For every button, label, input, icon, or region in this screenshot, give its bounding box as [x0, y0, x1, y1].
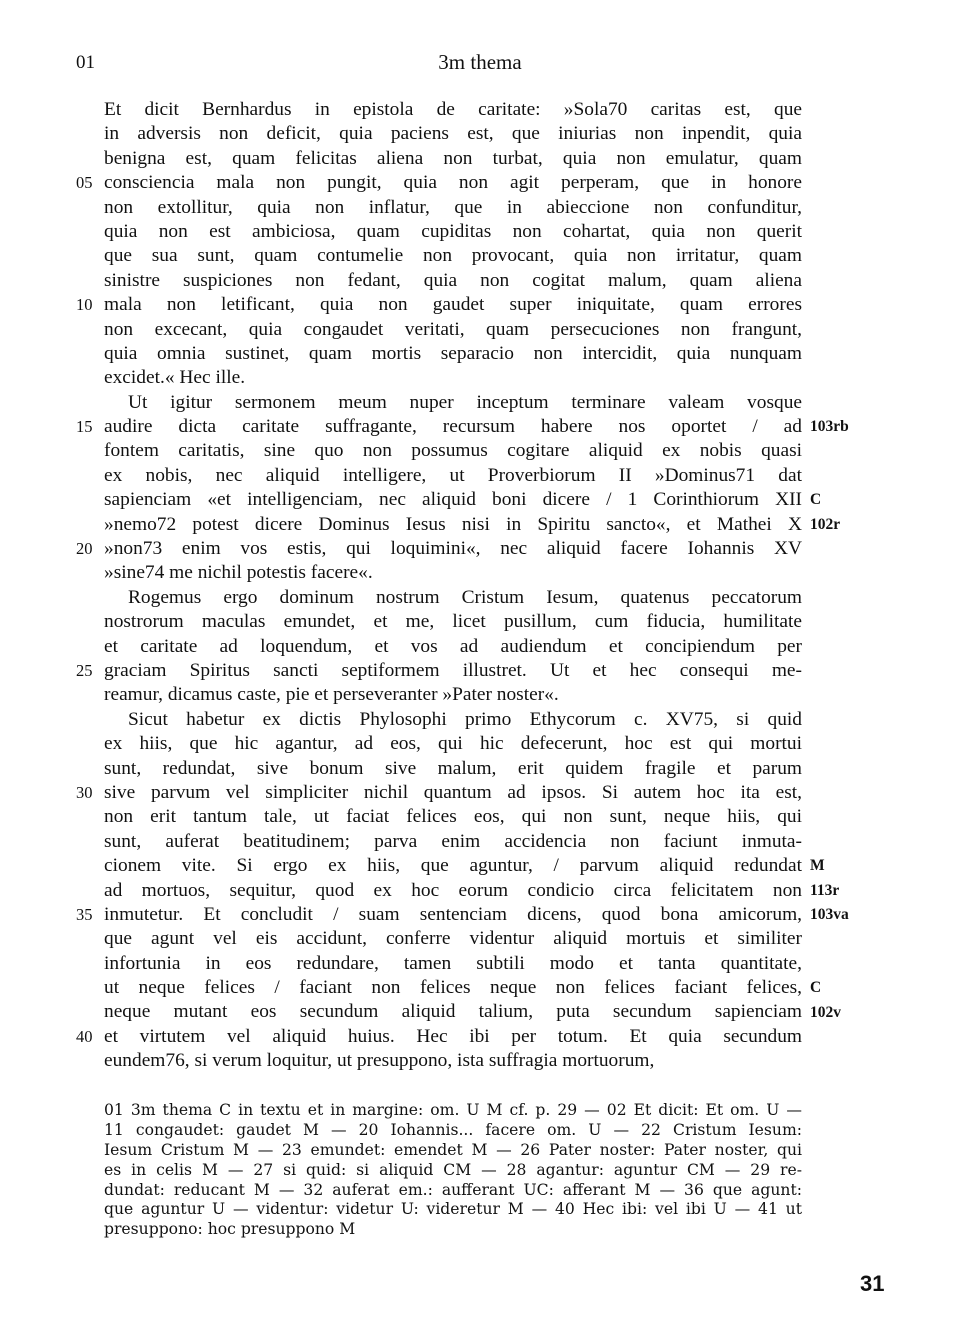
text-line: consciencia mala non pungit, quia non agit perperam, que in honore: [104, 172, 802, 194]
text-line: benigna est, quam felicitas aliena non turbat, quia non emulatur, quam: [104, 147, 802, 169]
text-line: sunt, redundat, sive bonum sive malum, erit quidem fragile et parum: [104, 757, 802, 779]
text-line: excidet.« Hec ille.: [104, 367, 246, 389]
line-number: 35: [76, 905, 93, 925]
line-number: 15: [76, 417, 93, 437]
text-line: Ut igitur sermonem meum nuper inceptum terminare valeam vosque: [128, 391, 802, 413]
text-line: audire dicta caritate suffragante, recursum habere nos oportet / ad: [104, 416, 802, 438]
apparatus-line: Iesum Cristum M — 23 emundet: emendet M — 26 Pater noster: Pater noster, qui: [104, 1140, 802, 1159]
text-line: non extollitur, quia non inflatur, que in abieccione non confunditur,: [104, 196, 802, 218]
text-line: Et dicit Bernhardus in epistola de caritate: »Sola70 caritas est, que: [104, 99, 802, 120]
folio-marker: M 113r: [810, 857, 840, 899]
text-line: »sine74 me nichil potestis facere«.: [104, 562, 373, 584]
header-line-number: 01: [76, 52, 95, 73]
apparatus-line: presuppono: hoc presuppono M: [104, 1220, 356, 1239]
text-line: infortunia in eos redundare, tamen subtili modo et tanta quantitate,: [104, 952, 802, 974]
line-number: 10: [76, 295, 93, 315]
text-line: quia non est ambiciosa, quam cupiditas non cohartat, quia non querit: [104, 220, 802, 242]
text-line: cionem vite. Si ergo ex hiis, que aguntur, / parvum aliquid redundat: [104, 855, 802, 877]
text-line: ad mortuos, sequitur, quod ex hoc eorum condicio circa felicitatem non: [104, 879, 802, 901]
text-line: graciam Spiritus sancti septiformem illustret. Ut et hec consequi me-: [104, 659, 802, 681]
critical-apparatus: [104, 1101, 802, 1240]
text-line: sapienciam «et intelligenciam, nec aliquid boni dicere / 1 Corinthiorum XII: [104, 489, 802, 511]
text-line: que agunt vel eis accidunt, conferre videntur aliquid mortuis et similiter: [104, 928, 802, 950]
page-number: 31: [860, 1271, 885, 1296]
text-line: et virtutem vel aliquid huius. Hec ibi per totum. Et quia secundum: [104, 1025, 802, 1047]
line-number: 40: [76, 1027, 93, 1047]
text-line: neque mutant eos secundum aliquid talium, puta secundum sapienciam: [104, 1001, 802, 1023]
text-line: et caritate ad loquendum, et vos ad audiendum et concipiendum per: [104, 635, 802, 657]
text-line: inmutetur. Et concludit / suam sentenciam dicens, quod bona amicorum,: [104, 903, 802, 925]
text-line: mala non letificant, quia non gaudet super iniquitate, quam errores: [104, 294, 802, 316]
apparatus-line: 11 congaudet: gaudet M — 20 Iohannis... facere om. U — 22 Cristum Iesum:: [104, 1120, 802, 1139]
main-text: [76, 98, 849, 1074]
text-line: sive parvum vel simpliciter nichil quantum ad ipsos. Si autem hoc ita est,: [104, 781, 802, 803]
text-line: non excecant, quia congaudet veritati, quam persecuciones non frangunt,: [104, 318, 802, 340]
line-number: 30: [76, 783, 93, 803]
text-line: nostrorum maculas emundet, et me, licet pusillum, cum fiducia, humilitate: [104, 611, 802, 633]
text-line: in adversis non deficit, quia paciens est, que iniurias non inpendit, quia: [104, 123, 802, 145]
text-line: ut neque felices / faciant non felices neque non felices faciant felices,: [104, 977, 802, 999]
folio-marker: 103rb: [810, 418, 849, 436]
line-number: 05: [76, 173, 93, 193]
text-line: sunt, auferat beatitudinem; parva enim accidencia non faciunt inmuta-: [104, 830, 802, 852]
text-line: sinistre suspiciones non fedant, quia non cogitat malum, quam aliena: [104, 269, 802, 291]
apparatus-line: dundat: reducant M — 32 auferat em.: aufferant UC: afferant M — 36 que agunt:: [104, 1180, 802, 1199]
apparatus-line: 01 3m thema C in textu et in margine: om. U M cf. p. 29 — 02 Et dicit: Et om. U —: [104, 1101, 802, 1119]
text-line: »nemo72 potest dicere Dominus Iesus nisi in Spiritu sancto«, et Mathei X: [104, 513, 802, 535]
apparatus-line: es in celis M — 27 si quid: si aliquid CM — 28 agantur: aguntur CM — 29 re-: [104, 1160, 802, 1179]
text-line: Sicut habetur ex dictis Phylosophi primo Ethycorum c. XV75, si quid: [128, 708, 802, 730]
text-line: que sua sunt, quam contumelie non provocant, quia non irritatur, quam: [104, 245, 802, 267]
apparatus-line: que aguntur U — videntur: videtur U: videretur M — 40 Hec ibi: vel ibi U — 41 ut: [104, 1200, 802, 1219]
text-line: ex hiis, que hic agantur, ad eos, qui hic defecerunt, hoc est qui mortui: [104, 733, 802, 755]
line-number: 25: [76, 661, 93, 681]
text-line: Rogemus ergo dominum nostrum Cristum Iesum, quatenus peccatorum: [128, 586, 802, 608]
page-title: 3m thema: [438, 50, 522, 74]
text-line: »non73 enim vos estis, qui loquimini«, nec aliquid facere Iohannis XV: [104, 538, 802, 560]
text-line: quia omnia sustinet, quam mortis separacio non intercidit, quia nunquam: [104, 342, 802, 364]
text-line: fontem caritatis, sine quo non possumus cogitare aliquid ex nobis quasi: [104, 440, 802, 462]
text-line: eundem76, si verum loquitur, ut presuppono, ista suffragia mortuorum,: [104, 1050, 655, 1072]
folio-marker: C 102v: [810, 979, 841, 1021]
text-line: ex nobis, nec aliquid intelligere, ut Proverbiorum II »Dominus71 dat: [104, 464, 802, 486]
folio-marker: C 102r: [810, 491, 841, 533]
line-number: 20: [76, 539, 93, 559]
text-line: non erit tantum tale, ut faciat felices eos, qui non sunt, neque hiis, qui: [104, 806, 802, 828]
folio-marker: 103va: [810, 906, 849, 924]
text-line: reamur, dicamus caste, pie et perseveranter »Pater noster«.: [104, 684, 559, 706]
